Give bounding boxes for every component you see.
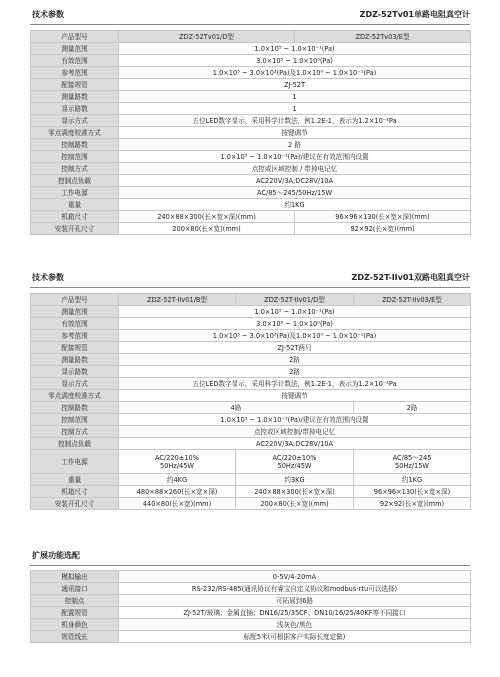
- table-row: [31, 414, 471, 426]
- header-model-d: ZDZ-52Tv01/D型: [119, 31, 295, 43]
- table-row: [31, 330, 471, 342]
- row-value: 92×92(长×宽)(mm): [295, 223, 471, 235]
- row-value: 标配5米(可根据客户实际长度定做): [119, 631, 471, 643]
- row-label: 参考范围: [31, 67, 119, 79]
- row-value: 1.0×10⁵ ~ 1.0×10⁻¹(Pa): [119, 306, 471, 318]
- row-value: 2路: [354, 402, 471, 414]
- row-label: 测量范围: [31, 306, 119, 318]
- table-row: [31, 342, 471, 354]
- table-row: [31, 91, 471, 103]
- row-label: 有效范围: [31, 55, 119, 67]
- row-value: 2路: [119, 354, 471, 366]
- row-value: 约3KG: [236, 474, 354, 486]
- row-value: 五位LED数字显示，采用科学计数法，例1.2E-1，表示为1.2×10⁻¹Pa: [119, 378, 471, 390]
- table-row: [31, 402, 471, 414]
- row-value: 约4KG: [119, 474, 236, 486]
- table-row: [31, 438, 471, 450]
- row-label: 显示路数: [31, 366, 119, 378]
- row-value: [354, 450, 471, 474]
- table-row: [31, 474, 471, 486]
- row-value: 240×88×300(长×宽×深): [236, 486, 354, 498]
- section2-model-title: ZDZ-52T-IIv01双路电阻真空计: [351, 273, 470, 282]
- row-label: 机箱尺寸: [31, 211, 119, 223]
- row-label: 工作电源: [31, 450, 119, 474]
- row-value: 1: [119, 103, 471, 115]
- section1-model-title: ZDZ-52Tv01单路电阻真空计: [359, 10, 470, 19]
- row-value: 点控或区域控制/带掉电记忆: [119, 426, 471, 438]
- row-label: 模拟输出: [31, 571, 119, 583]
- row-value: 点控或区域控制 / 带掉电记忆: [119, 163, 471, 175]
- row-value: 1.0×10⁵ ~ 1.0×10⁻¹(Pa)/建议在有效范围内设置: [119, 414, 471, 426]
- table-row: [31, 175, 471, 187]
- row-value: 1.0×10⁵ ~ 1.0×10⁻¹(Pa): [119, 43, 471, 55]
- table-row: [31, 450, 471, 474]
- row-value: 240×88×300(长×宽×深)(mm): [119, 211, 295, 223]
- table-row: [31, 583, 471, 595]
- row-label: 参考范围: [31, 330, 119, 342]
- power-line: 50Hz/45W: [160, 461, 194, 470]
- row-value: 200×80(长×宽)(mm): [119, 223, 295, 235]
- row-value: [236, 450, 354, 474]
- row-value: 96×96×130(长×宽×深): [354, 486, 471, 498]
- section2-header: [30, 272, 470, 284]
- row-value: 4路: [119, 402, 354, 414]
- row-label: 规管线长: [31, 631, 119, 643]
- table-row: [31, 354, 471, 366]
- table-row: [31, 318, 471, 330]
- power-line: 50Hz/45W: [277, 461, 312, 470]
- spec-table-single: [30, 30, 471, 235]
- power-line: AC/220±10%: [272, 453, 317, 462]
- row-label: 控制方式: [31, 426, 119, 438]
- row-value: 按键调节: [119, 127, 471, 139]
- row-value: 3.0×10³ ~ 1.0×10⁰(Pa): [119, 318, 471, 330]
- table-row: [31, 115, 471, 127]
- row-label: 安装开孔尺寸: [31, 498, 119, 510]
- row-label: 控制范围: [31, 151, 119, 163]
- row-value: 2 路: [119, 139, 471, 151]
- table-row: [31, 426, 471, 438]
- table-row: [31, 127, 471, 139]
- row-value: 可拓展到6路: [119, 595, 471, 607]
- row-value: AC220V/3A;DC28V/10A: [119, 175, 471, 187]
- option-table: [30, 570, 471, 643]
- row-label: 有效范围: [31, 318, 119, 330]
- spec-table-dual: [30, 293, 471, 510]
- table-row: [31, 595, 471, 607]
- row-label: 显示路数: [31, 103, 119, 115]
- row-value: 1: [119, 91, 471, 103]
- row-label: 测量路数: [31, 91, 119, 103]
- table-row: [31, 103, 471, 115]
- table-row: [31, 571, 471, 583]
- table-row: [31, 306, 471, 318]
- table-row: [31, 378, 471, 390]
- row-label: 测量范围: [31, 43, 119, 55]
- table-row: [31, 199, 471, 211]
- section2-title: 技术参数: [32, 273, 64, 282]
- row-label: 通讯接口: [31, 583, 119, 595]
- table-row: [31, 151, 471, 163]
- row-label: 控制路数: [31, 139, 119, 151]
- row-label: 控制路数: [31, 402, 119, 414]
- header-model-d: ZDZ-52T-IIv01/D型: [236, 294, 354, 306]
- row-value: ZJ-52T: [119, 79, 471, 91]
- row-label: 重量: [31, 199, 119, 211]
- row-value: AC220V/3A;DC28V/10A: [119, 438, 471, 450]
- table-row: [31, 619, 471, 631]
- section1-header: [30, 9, 470, 21]
- table-row: [31, 43, 471, 55]
- row-label: 控制方式: [31, 163, 119, 175]
- header-model-b: ZDZ-52T-IIv01/B型: [119, 294, 236, 306]
- row-label: 显示方式: [31, 115, 119, 127]
- row-value: 五位LED数字显示，采用科学计数法，例1.2E-1，表示为1.2×10⁻¹Pa: [119, 115, 471, 127]
- header-model-e: ZDZ-52Tv03/E型: [295, 31, 471, 43]
- row-value: 3.0×10³ ~ 1.0×10⁰(Pa): [119, 55, 471, 67]
- section3-divider: [30, 565, 470, 566]
- table-row: [31, 79, 471, 91]
- row-label: 控制点负载: [31, 438, 119, 450]
- table-row: [31, 211, 471, 223]
- row-label: 显示方式: [31, 378, 119, 390]
- table-row: [31, 223, 471, 235]
- row-value: 0-5V/4-20mA: [119, 571, 471, 583]
- row-label: 控制范围: [31, 414, 119, 426]
- row-value: 480×88×260(长×宽×深): [119, 486, 236, 498]
- row-value: RS-232/RS-485(通讯协议有睿宝自定义协议和modbus-rtu可以选择): [119, 583, 471, 595]
- row-label: 安装开孔尺寸: [31, 223, 119, 235]
- row-value: 96×96×130(长×宽×深)(mm): [295, 211, 471, 223]
- table-row: [31, 631, 471, 643]
- row-value: 1.0×10⁵ ~ 3.0×10³(Pa)及1.0×10⁰ ~ 1.0×10⁻¹(Pa): [119, 330, 471, 342]
- row-value: [119, 450, 236, 474]
- row-label: 机箱尺寸: [31, 486, 119, 498]
- table-row: [31, 486, 471, 498]
- row-label: 零点满度校准方式: [31, 127, 119, 139]
- power-line: AC/220±10%: [155, 453, 199, 462]
- row-value: ZJ-52T两只: [119, 342, 471, 354]
- table-header-row: [31, 31, 471, 43]
- row-value: 440×80(长×宽)(mm): [119, 498, 236, 510]
- row-value: AC/85～245/50Hz/15W: [119, 187, 471, 199]
- table-row: [31, 139, 471, 151]
- row-value: 2路: [119, 366, 471, 378]
- row-label: 重量: [31, 474, 119, 486]
- section2-divider: [30, 287, 470, 288]
- header-model-e: ZDZ-52T-IIv03/E型: [354, 294, 471, 306]
- section3-title: 扩展功能选配: [32, 551, 80, 560]
- header-label: 产品型号: [31, 294, 119, 306]
- row-value: 92×92(长×宽)(mm): [354, 498, 471, 510]
- table-row: [31, 55, 471, 67]
- row-label: 配接规管: [31, 79, 119, 91]
- table-row: [31, 607, 471, 619]
- row-value: ZJ-52T/玻璃；金属直插；DN16/25/35CF；DN10/16/25/40KF等不同接口: [119, 607, 471, 619]
- power-line: 50Hz/15W: [395, 461, 429, 470]
- table-row: [31, 67, 471, 79]
- row-label: 测量路数: [31, 354, 119, 366]
- table-header-row: [31, 294, 471, 306]
- row-value: 约1KG: [119, 199, 471, 211]
- row-value: 1.0×10⁵ ~ 1.0×10⁻¹(Pa)/建议在有效范围内设置: [119, 151, 471, 163]
- row-label: 机身颜色: [31, 619, 119, 631]
- row-value: 浅灰色/黑色: [119, 619, 471, 631]
- table-row: [31, 390, 471, 402]
- row-label: 零点满度校准方式: [31, 390, 119, 402]
- row-value: 约1KG: [354, 474, 471, 486]
- table-row: [31, 163, 471, 175]
- table-row: [31, 366, 471, 378]
- row-value: 1.0×10⁵ ~ 3.0×10³(Pa)及1.0×10⁰ ~ 1.0×10⁻¹(Pa): [119, 67, 471, 79]
- section1-divider: [30, 24, 470, 25]
- table-row: [31, 498, 471, 510]
- row-label: 配置规管: [31, 607, 119, 619]
- section1-title: 技术参数: [32, 10, 64, 19]
- row-value: 按键调节: [119, 390, 471, 402]
- table-row: [31, 187, 471, 199]
- section3-header: [30, 550, 470, 562]
- power-line: AC/85～245: [392, 453, 432, 462]
- header-label: 产品型号: [31, 31, 119, 43]
- row-label: 工作电源: [31, 187, 119, 199]
- row-label: 控制点: [31, 595, 119, 607]
- row-value: 200×80(长×宽)(mm): [236, 498, 354, 510]
- row-label: 控制点负载: [31, 175, 119, 187]
- row-label: 配接规管: [31, 342, 119, 354]
